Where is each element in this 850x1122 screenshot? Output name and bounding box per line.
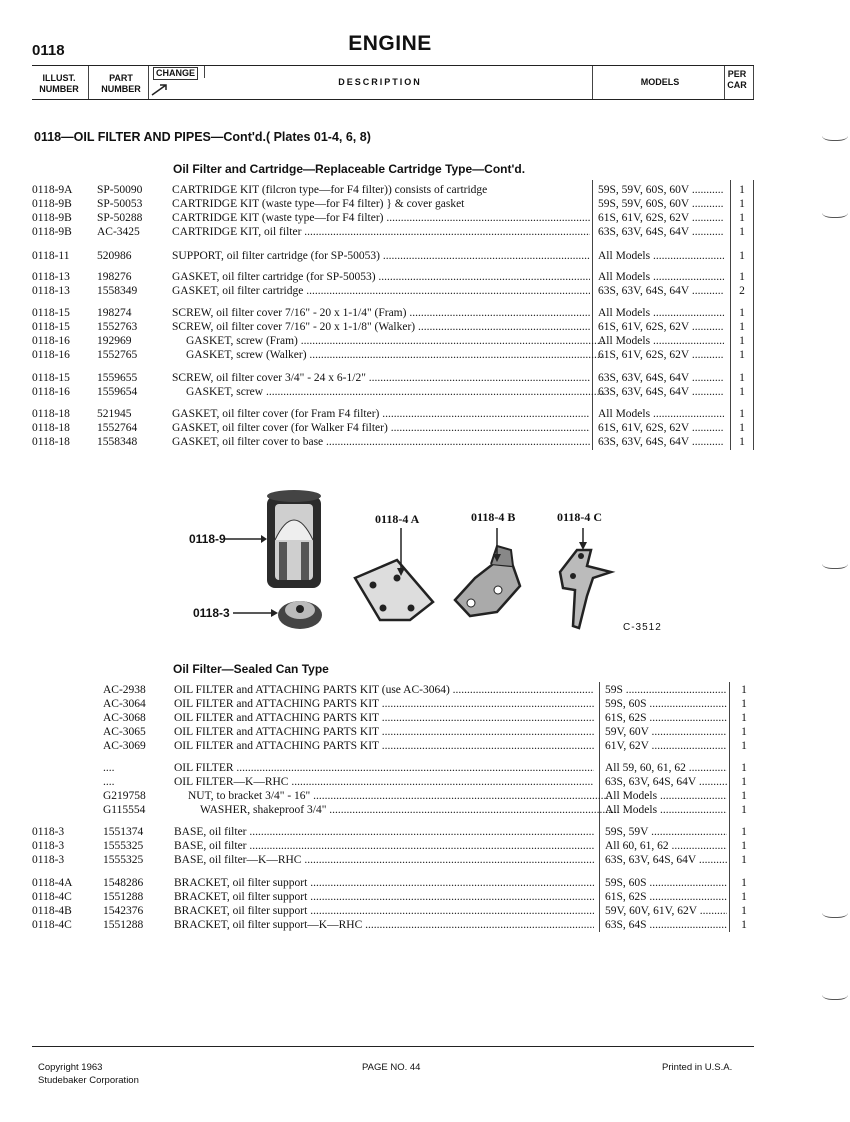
illust-number: 0118-18: [32, 436, 70, 448]
table-row: [0, 371, 850, 385]
per-car: 1: [741, 905, 747, 917]
description: CARTRIDGE KIT (waste type—for F4 filter) .....: [172, 211, 590, 225]
figure-label-0118-4b: 0118-4 B: [471, 510, 516, 524]
illust-number: 0118-3: [32, 826, 65, 838]
per-car: 1: [739, 372, 745, 384]
per-car: 2: [739, 285, 745, 297]
illust-number: 0118-9A: [32, 184, 73, 196]
per-car: 1: [739, 436, 745, 448]
page-title: ENGINE: [348, 32, 432, 55]
illust-number: 0118-18: [32, 408, 70, 420]
part-number: 1552763: [97, 321, 138, 333]
part-number: 1555325: [103, 840, 144, 852]
part-number: 1558349: [97, 285, 138, 297]
description: OIL FILTER—K—RHC .....: [174, 775, 594, 789]
part-number: AC-2938: [103, 684, 146, 696]
models: All Models .....: [598, 249, 724, 263]
models: 63S, 63V, 64S, 64V .....: [605, 853, 727, 867]
description: OIL FILTER and ATTACHING PARTS KIT .....: [174, 711, 594, 725]
col-part-header: PART NUMBER: [101, 73, 141, 94]
per-car: 1: [741, 698, 747, 710]
illust-number: 0118-9B: [32, 212, 72, 224]
part-number: 198276: [97, 271, 132, 283]
models: 63S, 63V, 64S, 64V .....: [598, 385, 724, 399]
part-number: G115554: [103, 804, 146, 816]
description: SCREW, oil filter cover 7/16" - 20 x 1-1/8" (Walker) .....: [172, 320, 590, 334]
illust-number: 0118-4A: [32, 877, 73, 889]
illust-number: 0118-13: [32, 271, 70, 283]
table-row: [0, 876, 850, 890]
per-car: 1: [741, 826, 747, 838]
description: NUT, to bracket 3/4" - 16" .....: [174, 789, 608, 803]
table-row: [0, 711, 850, 725]
footer-company: Studebaker Corporation: [38, 1075, 139, 1086]
per-car: 1: [739, 250, 745, 262]
binder-mark: [822, 556, 848, 569]
table-row: [0, 334, 850, 348]
per-car: 1: [739, 184, 745, 196]
figure-label-0118-3: 0118-3: [193, 606, 230, 620]
models: All 60, 61, 62 .....: [605, 839, 727, 853]
group2-title: Oil Filter—Sealed Can Type: [173, 662, 329, 676]
per-car: 1: [741, 840, 747, 852]
table-row: [0, 839, 850, 853]
part-number: 198274: [97, 307, 132, 319]
models: All Models .....: [598, 334, 724, 348]
table-row: [0, 225, 850, 239]
models: 59S, 60S .....: [605, 697, 727, 711]
part-number: SP-50288: [97, 212, 143, 224]
table-row: [0, 197, 850, 211]
models: 59V, 60V .....: [605, 725, 727, 739]
description: SCREW, oil filter cover 7/16" - 20 x 1-1/4" (Fram) .....: [172, 306, 590, 320]
footer-printed: Printed in U.S.A.: [662, 1062, 733, 1073]
description: GASKET, oil filter cover (for Walker F4 filter) .....: [172, 421, 590, 435]
part-number: AC-3065: [103, 726, 146, 738]
header-divider: [148, 66, 149, 99]
table-row: [0, 697, 850, 711]
description: GASKET, screw (Walker) .....: [172, 348, 604, 362]
table-row: [0, 918, 850, 932]
header-bottom-rule: [32, 99, 754, 100]
per-car: 1: [741, 726, 747, 738]
header-top-rule: [32, 65, 754, 66]
description: CARTRIDGE KIT (filcron type—for F4 filter)) consists of cartridge: [172, 184, 488, 196]
description: OIL FILTER and ATTACHING PARTS KIT .....: [174, 725, 594, 739]
models: 59S, 59V, 60S, 60V .....: [598, 197, 724, 211]
models: 63S, 63V, 64S, 64V .....: [598, 225, 724, 239]
page-code: 0118: [32, 42, 65, 59]
part-number: 1559655: [97, 372, 138, 384]
description: BRACKET, oil filter support .....: [174, 876, 594, 890]
per-car: 1: [741, 919, 747, 931]
part-number: 1551288: [103, 919, 144, 931]
per-car: 1: [739, 271, 745, 283]
description: GASKET, oil filter cover (for Fram F4 filter) .....: [172, 407, 590, 421]
description: CARTRIDGE KIT, oil filter .....: [172, 225, 590, 239]
header-divider: [88, 66, 89, 99]
parts-illustration: [175, 480, 695, 650]
table-row: [0, 249, 850, 263]
illust-number: 0118-13: [32, 285, 70, 297]
table-row: [0, 407, 850, 421]
models: 59S, 59V .....: [605, 825, 727, 839]
header-divider: [204, 66, 205, 78]
description: OIL FILTER and ATTACHING PARTS KIT (use AC-3064) .....: [174, 683, 594, 697]
per-car: 1: [741, 891, 747, 903]
per-car: 1: [739, 422, 745, 434]
description: BASE, oil filter .....: [174, 825, 594, 839]
models: 63S, 63V, 64S, 64V .....: [598, 371, 724, 385]
models: 63S, 63V, 64S, 64V .....: [605, 775, 727, 789]
part-number: SP-50090: [97, 184, 143, 196]
part-number: G219758: [103, 790, 146, 802]
table-row: [0, 789, 850, 803]
group1-title: Oil Filter and Cartridge—Replaceable Cartridge Type—Cont'd.: [173, 162, 526, 176]
table-row: [0, 853, 850, 867]
per-car: 1: [739, 321, 745, 333]
table-row: [0, 211, 850, 225]
illust-number: 0118-4C: [32, 891, 72, 903]
figure-label-0118-4a: 0118-4 A: [375, 512, 420, 526]
table-row: [0, 803, 850, 817]
description: GASKET, oil filter cartridge (for SP-50053) .....: [172, 270, 590, 284]
table-row: [0, 385, 850, 399]
illust-number: 0118-4C: [32, 919, 72, 931]
description: SUPPORT, oil filter cartridge (for SP-50053) .....: [172, 249, 590, 263]
models: All 59, 60, 61, 62 .....: [605, 761, 727, 775]
models: 63S, 63V, 64S, 64V .....: [598, 435, 724, 449]
models: 61S, 61V, 62S, 62V .....: [598, 421, 724, 435]
per-car: 1: [741, 776, 747, 788]
illust-number: 0118-15: [32, 307, 70, 319]
per-car: 1: [741, 740, 747, 752]
figure-label-0118-4c: 0118-4 C: [557, 510, 602, 524]
description: BASE, oil filter .....: [174, 839, 594, 853]
part-number: 1559654: [97, 386, 138, 398]
models: 61S, 62S .....: [605, 890, 727, 904]
illust-number: 0118-16: [32, 349, 70, 361]
description: WASHER, shakeproof 3/4" .....: [174, 803, 620, 817]
description: SCREW, oil filter cover 3/4" - 24 x 6-1/2" .....: [172, 371, 590, 385]
models: 59S, 59V, 60S, 60V .....: [598, 183, 724, 197]
table-row: [0, 435, 850, 449]
models: 59V, 60V, 61V, 62V .....: [605, 904, 727, 918]
per-car: 1: [741, 684, 747, 696]
models: 61S, 62S .....: [605, 711, 727, 725]
table-row: [0, 284, 850, 298]
per-car: 1: [739, 335, 745, 347]
table-row: [0, 904, 850, 918]
col-illust-header: ILLUST. NUMBER: [39, 73, 79, 94]
description: OIL FILTER and ATTACHING PARTS KIT .....: [174, 697, 594, 711]
illust-number: 0118-4B: [32, 905, 72, 917]
footer-rule: [32, 1046, 754, 1047]
description: CARTRIDGE KIT (waste type—for F4 filter) } & cover gasket: [172, 198, 465, 210]
illust-number: 0118-9B: [32, 226, 72, 238]
table-row: [0, 775, 850, 789]
binder-mark: [822, 905, 848, 918]
illust-number: 0118-16: [32, 335, 70, 347]
part-number: 520986: [97, 250, 132, 262]
table-row: [0, 348, 850, 362]
per-car: 1: [741, 790, 747, 802]
description: BRACKET, oil filter support .....: [174, 890, 594, 904]
models: All Models .....: [598, 407, 724, 421]
col-per-header: PER CAR: [727, 69, 747, 90]
part-number: 1552764: [97, 422, 138, 434]
header-divider: [592, 66, 593, 99]
models: 61V, 62V .....: [605, 739, 727, 753]
illust-number: 0118-18: [32, 422, 70, 434]
figure-code: C-3512: [623, 622, 662, 633]
footer-copyright: Copyright 1963: [38, 1062, 103, 1073]
description: GASKET, oil filter cover to base .....: [172, 435, 590, 449]
part-number: 1558348: [97, 436, 138, 448]
part-number: 1551288: [103, 891, 144, 903]
section-title: 0118—OIL FILTER AND PIPES—Cont'd.( Plates 01-4, 6, 8): [34, 130, 371, 144]
description: GASKET, oil filter cartridge .....: [172, 284, 590, 298]
table-row: [0, 270, 850, 284]
per-car: 1: [739, 408, 745, 420]
table-row: [0, 421, 850, 435]
table-row: [0, 183, 850, 197]
illust-number: 0118-9B: [32, 198, 72, 210]
models: 63S, 63V, 64S, 64V .....: [598, 284, 724, 298]
col-models-header: MODELS: [640, 77, 680, 87]
per-car: 1: [741, 712, 747, 724]
description: OIL FILTER .....: [174, 761, 594, 775]
illust-number: 0118-11: [32, 250, 70, 262]
per-car: 1: [741, 762, 747, 774]
models: All Models .....: [605, 803, 727, 817]
table-row: [0, 306, 850, 320]
part-number: 521945: [97, 408, 132, 420]
models: All Models .....: [598, 306, 724, 320]
illust-number: 0118-3: [32, 854, 65, 866]
models: All Models .....: [605, 789, 727, 803]
part-number: ....: [103, 762, 115, 774]
description: GASKET, screw (Fram) .....: [172, 334, 604, 348]
per-car: 1: [739, 198, 745, 210]
table-row: [0, 725, 850, 739]
binder-mark: [822, 205, 848, 218]
part-number: 192969: [97, 335, 132, 347]
header-divider: [753, 66, 754, 99]
per-car: 1: [739, 226, 745, 238]
part-number: AC-3068: [103, 712, 146, 724]
per-car: 1: [739, 307, 745, 319]
footer-page-number: PAGE NO. 44: [362, 1062, 421, 1073]
models: 59S .....: [605, 683, 727, 697]
binder-mark: [822, 128, 848, 141]
description: BRACKET, oil filter support .....: [174, 904, 594, 918]
description: GASKET, screw .....: [172, 385, 604, 399]
per-car: 1: [741, 877, 747, 889]
per-car: 1: [741, 854, 747, 866]
table-row: [0, 320, 850, 334]
models: 61S, 61V, 62S, 62V .....: [598, 348, 724, 362]
illust-number: 0118-15: [32, 372, 70, 384]
per-car: 1: [741, 804, 747, 816]
description: OIL FILTER and ATTACHING PARTS KIT .....: [174, 739, 594, 753]
figure-label-0118-9: 0118-9: [189, 532, 226, 546]
table-row: [0, 683, 850, 697]
models: 59S, 60S .....: [605, 876, 727, 890]
part-number: AC-3069: [103, 740, 146, 752]
illust-number: 0118-16: [32, 386, 70, 398]
part-number: SP-50053: [97, 198, 143, 210]
col-description-header: DESCRIPTION: [338, 77, 422, 87]
models: All Models .....: [598, 270, 724, 284]
models: 61S, 61V, 62S, 62V .....: [598, 320, 724, 334]
table-row: [0, 890, 850, 904]
description: BRACKET, oil filter support—K—RHC .....: [174, 918, 594, 932]
table-row: [0, 825, 850, 839]
per-car: 1: [739, 349, 745, 361]
change-arrow-icon: [150, 81, 170, 97]
part-number: 1555325: [103, 854, 144, 866]
part-number: ....: [103, 776, 115, 788]
part-number: 1551374: [103, 826, 144, 838]
models: 61S, 61V, 62S, 62V .....: [598, 211, 724, 225]
per-car: 1: [739, 386, 745, 398]
part-number: 1542376: [103, 905, 144, 917]
illust-number: 0118-3: [32, 840, 65, 852]
illust-number: 0118-15: [32, 321, 70, 333]
table-row: [0, 739, 850, 753]
part-number: AC-3425: [97, 226, 140, 238]
binder-mark: [822, 987, 848, 1000]
table-row: [0, 761, 850, 775]
header-divider: [724, 66, 725, 99]
col-change-header: CHANGE: [150, 67, 200, 97]
part-number: 1552765: [97, 349, 138, 361]
models: 63S, 64S .....: [605, 918, 727, 932]
part-number: 1548286: [103, 877, 144, 889]
per-car: 1: [739, 212, 745, 224]
description: BASE, oil filter—K—RHC .....: [174, 853, 594, 867]
part-number: AC-3064: [103, 698, 146, 710]
oil-filter-illustration: [175, 480, 695, 650]
